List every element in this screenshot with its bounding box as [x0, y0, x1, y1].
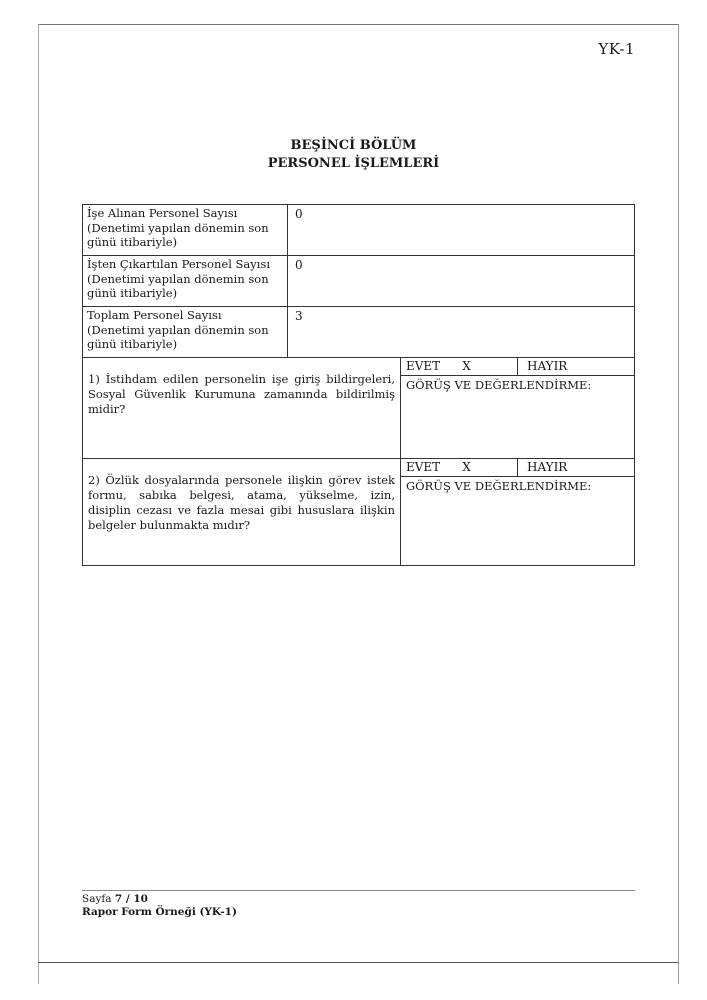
question-answer-panel [401, 358, 634, 458]
stat-label [83, 205, 288, 255]
section-title: BEŞİNCİ BÖLÜM [290, 138, 417, 153]
section-subtitle: PERSONEL İŞLEMLERİ [267, 156, 440, 171]
page-prefix: Sayfa [82, 893, 112, 905]
stat-value-total[interactable]: 3 [295, 309, 303, 323]
stat-label [83, 256, 288, 306]
stat-label-line: İşten Çıkartılan Personel Sayısı [87, 257, 271, 271]
question-text: 1) İstihdam edilen personelin işe giriş bildirgeleri, Sosyal Güvenlik Kurumuna zamanında bildirilmiş midir? [83, 358, 401, 458]
stat-row-total [83, 307, 634, 358]
answer-options [401, 459, 634, 477]
stat-value-hired[interactable]: 0 [295, 207, 303, 221]
stat-label-line: günü itibariyle) [87, 286, 178, 300]
page-border-top [38, 24, 678, 25]
stat-row-hired [83, 205, 634, 256]
stat-value-dismissed[interactable]: 0 [295, 258, 303, 272]
personnel-form-table [82, 204, 635, 566]
yes-option[interactable] [401, 358, 518, 375]
stat-label-line: İşe Alınan Personel Sayısı [87, 206, 238, 220]
stat-label-line: Toplam Personel Sayısı [87, 308, 222, 322]
yes-option[interactable] [401, 459, 518, 476]
stat-label-line: (Denetimi yapılan dönemin son [87, 220, 269, 235]
yes-mark: X [462, 460, 471, 474]
question-answer-panel [401, 459, 634, 565]
stat-label-line: günü itibariyle) [87, 337, 178, 351]
comment-field[interactable]: GÖRÜŞ VE DEĞERLENDİRME: [406, 479, 592, 493]
question-row-2 [83, 459, 634, 565]
no-option[interactable]: HAYIR [527, 359, 568, 373]
stat-row-dismissed [83, 256, 634, 307]
form-name: Rapor Form Örneği (YK-1) [82, 906, 237, 918]
question-row-1 [83, 358, 634, 459]
yes-mark: X [462, 359, 471, 373]
stat-label-line: (Denetimi yapılan dönemin son [87, 271, 269, 286]
page-count: 7 / 10 [114, 893, 148, 905]
page-number [82, 893, 148, 905]
answer-options [401, 358, 634, 376]
yes-label: EVET [406, 359, 441, 373]
stat-label [83, 307, 288, 357]
footer-divider [82, 890, 635, 891]
no-option[interactable]: HAYIR [527, 460, 568, 474]
comment-field[interactable]: GÖRÜŞ VE DEĞERLENDİRME: [406, 378, 592, 392]
document-code: YK-1 [598, 40, 635, 58]
page-border-bottom [38, 962, 678, 963]
question-text: 2) Özlük dosyalarında personele ilişkin görev istek formu, sabıka belgesi, atama, yükselme, izin, disiplin cezası ve fazla mesai gibi hususlara ilişkin belgeler bulunmakta mıdır? [83, 459, 401, 565]
yes-label: EVET [406, 460, 441, 474]
stat-label-line: (Denetimi yapılan dönemin son [87, 322, 269, 337]
stat-label-line: günü itibariyle) [87, 235, 178, 249]
